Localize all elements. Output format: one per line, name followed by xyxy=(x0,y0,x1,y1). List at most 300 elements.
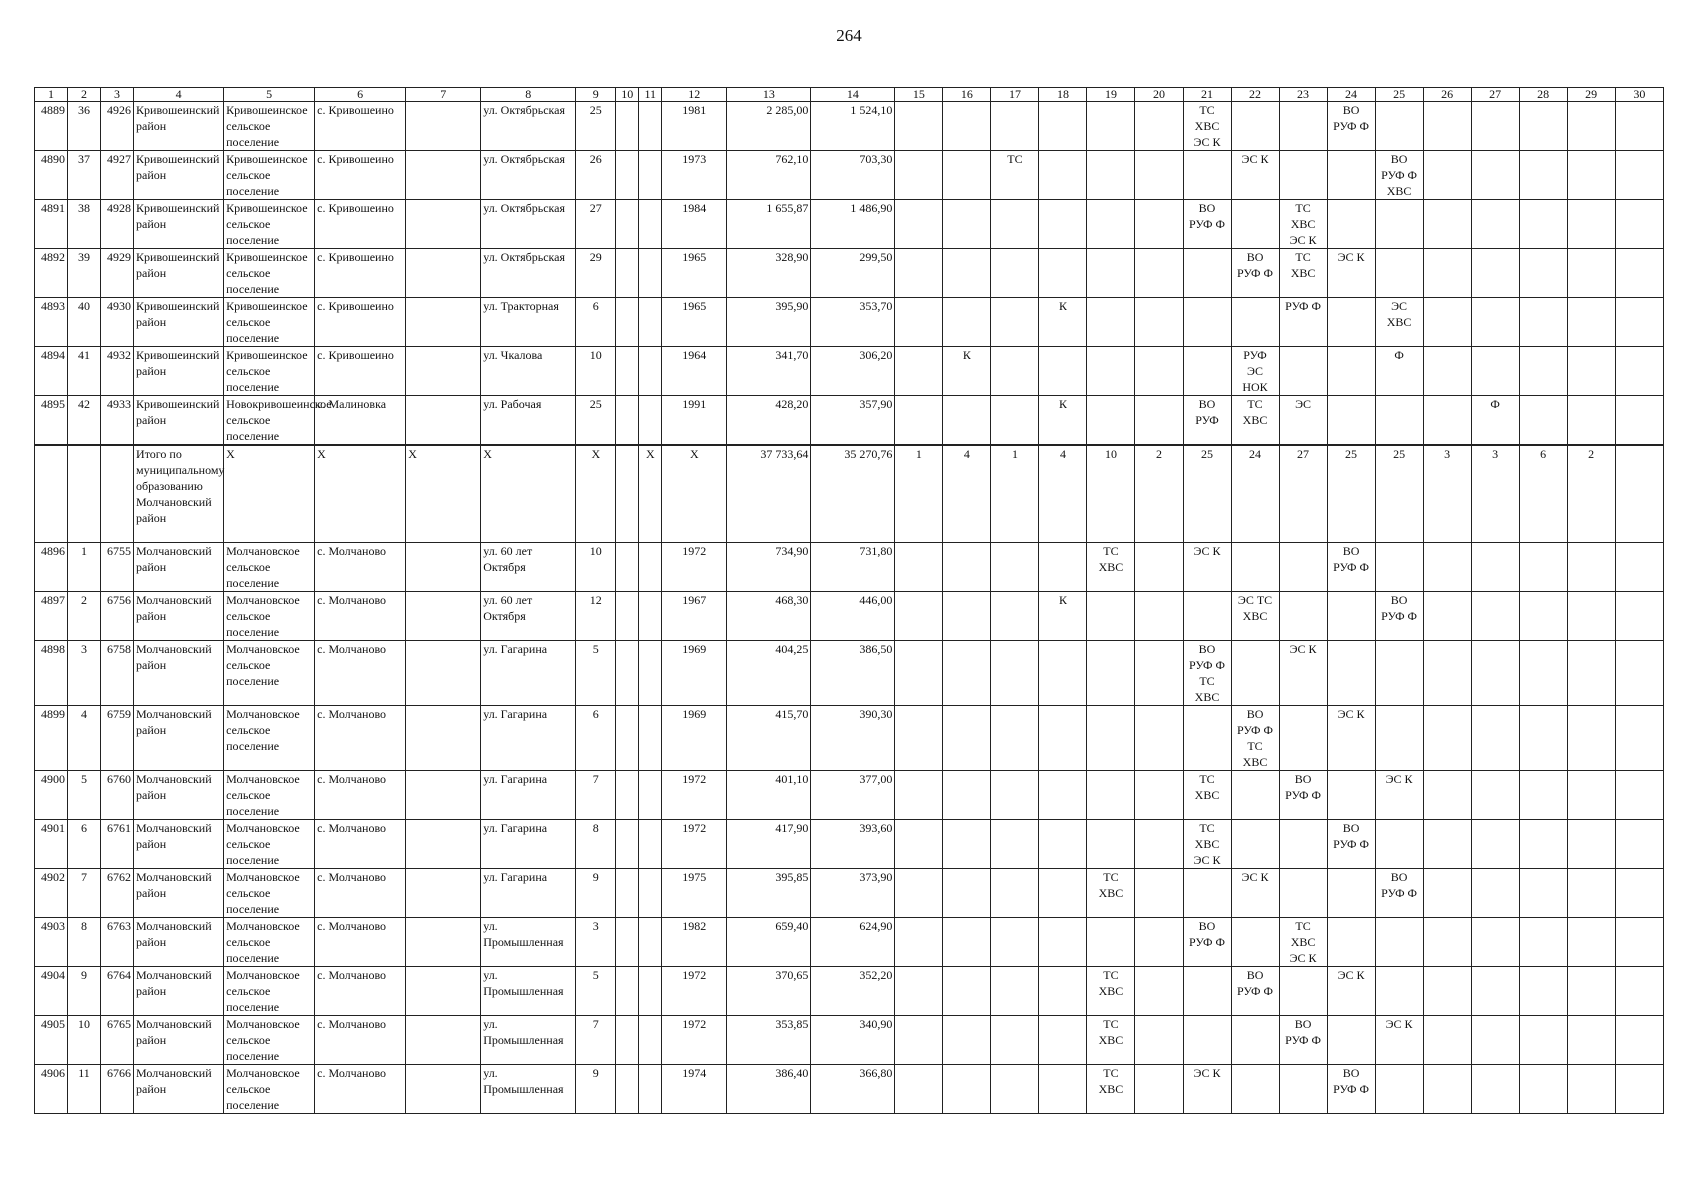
table-cell-col6: с. Молчаново xyxy=(315,543,406,592)
table-cell-col17 xyxy=(991,1065,1039,1114)
table-cell-col9: 12 xyxy=(576,592,616,641)
table-cell-col12: 1972 xyxy=(662,967,727,1016)
table-cell-col17 xyxy=(991,1016,1039,1065)
table-cell-col1: 4904 xyxy=(35,967,68,1016)
table-cell-col6: с. Молчаново xyxy=(315,918,406,967)
table-cell-col8: ул. 60 лет Октября xyxy=(481,592,576,641)
table-cell-col1: 4902 xyxy=(35,869,68,918)
table-cell-col27 xyxy=(1471,200,1519,249)
table-cell-col11 xyxy=(639,869,662,918)
table-cell-col11 xyxy=(639,347,662,396)
table-cell-col6: с. Кривошеино xyxy=(315,249,406,298)
table-cell-col18 xyxy=(1039,347,1087,396)
column-header-23: 23 xyxy=(1279,88,1327,102)
table-cell-col24 xyxy=(1327,151,1375,200)
table-cell-col27 xyxy=(1471,1065,1519,1114)
table-cell-col9: 8 xyxy=(576,820,616,869)
table-cell-col17 xyxy=(991,641,1039,706)
table-cell-col8: ул. Гагарина xyxy=(481,869,576,918)
table-cell-col11 xyxy=(639,918,662,967)
table-cell-col21: ВО РУФ Ф xyxy=(1183,918,1231,967)
table-cell-col22 xyxy=(1231,543,1279,592)
column-header-4: 4 xyxy=(134,88,224,102)
table-cell-col22: РУФ ЭС НОК xyxy=(1231,347,1279,396)
column-header-25: 25 xyxy=(1375,88,1423,102)
table-cell-col5: Новокривошеинское сельское поселение xyxy=(224,396,315,446)
table-cell-col4: Кривошеинский район xyxy=(134,249,224,298)
table-cell-col1 xyxy=(35,445,68,543)
table-cell-col7 xyxy=(406,641,481,706)
table-cell-col19: ТС ХВС xyxy=(1087,1016,1135,1065)
table-cell-col12: 1972 xyxy=(662,820,727,869)
table-cell-col22: ЭС К xyxy=(1231,869,1279,918)
table-cell-col24: ВО РУФ Ф xyxy=(1327,820,1375,869)
table-cell-col23 xyxy=(1279,151,1327,200)
table-cell-col30 xyxy=(1615,249,1663,298)
table-cell-col16 xyxy=(943,869,991,918)
table-cell-col25 xyxy=(1375,967,1423,1016)
table-cell-col17 xyxy=(991,918,1039,967)
table-cell-col24: ВО РУФ Ф xyxy=(1327,102,1375,151)
table-cell-col5: Молчановское сельское поселение xyxy=(224,820,315,869)
column-header-2: 2 xyxy=(68,88,101,102)
table-cell-col17 xyxy=(991,771,1039,820)
table-cell-col12: 1975 xyxy=(662,869,727,918)
table-cell-col18 xyxy=(1039,249,1087,298)
table-cell-col20 xyxy=(1135,200,1183,249)
table-cell-col25 xyxy=(1375,102,1423,151)
table-cell-col27 xyxy=(1471,967,1519,1016)
table-cell-col4: Кривошеинский район xyxy=(134,396,224,446)
column-header-22: 22 xyxy=(1231,88,1279,102)
table-cell-col6: с. Молчаново xyxy=(315,1065,406,1114)
table-cell-col17 xyxy=(991,298,1039,347)
table-cell-col9: 25 xyxy=(576,102,616,151)
table-cell-col16 xyxy=(943,298,991,347)
column-header-21: 21 xyxy=(1183,88,1231,102)
table-cell-col2: 2 xyxy=(68,592,101,641)
table-cell-col26 xyxy=(1423,706,1471,771)
table-cell-col2: 39 xyxy=(68,249,101,298)
table-cell-col22 xyxy=(1231,298,1279,347)
table-cell-col5: Кривошеинское сельское поселение xyxy=(224,249,315,298)
table-cell-col3: 4928 xyxy=(101,200,134,249)
table-cell-col24: ВО РУФ Ф xyxy=(1327,1065,1375,1114)
table-cell-col30 xyxy=(1615,967,1663,1016)
table-cell-col16 xyxy=(943,918,991,967)
table-cell-col18 xyxy=(1039,1065,1087,1114)
table-cell-col18 xyxy=(1039,543,1087,592)
table-cell-col26: 3 xyxy=(1423,445,1471,543)
table-cell-col21: ВО РУФ xyxy=(1183,396,1231,446)
table-cell-col10 xyxy=(616,641,639,706)
table-cell-col21 xyxy=(1183,249,1231,298)
table-cell-col30 xyxy=(1615,869,1663,918)
table-cell-col30 xyxy=(1615,771,1663,820)
table-cell-col28 xyxy=(1519,1016,1567,1065)
table-cell-col18: К xyxy=(1039,396,1087,446)
table-cell-col10 xyxy=(616,298,639,347)
table-cell-col21 xyxy=(1183,706,1231,771)
column-header-30: 30 xyxy=(1615,88,1663,102)
table-cell-col26 xyxy=(1423,200,1471,249)
table-cell-col20 xyxy=(1135,641,1183,706)
table-cell-col22 xyxy=(1231,820,1279,869)
table-cell-col19 xyxy=(1087,347,1135,396)
table-cell-col10 xyxy=(616,1065,639,1114)
table-cell-col13: 341,70 xyxy=(727,347,811,396)
table-cell-col10 xyxy=(616,445,639,543)
table-cell-col7 xyxy=(406,592,481,641)
table-cell-col9: 5 xyxy=(576,641,616,706)
table-cell-col12: 1991 xyxy=(662,396,727,446)
table-cell-col8: ул. Гагарина xyxy=(481,771,576,820)
table-cell-col27 xyxy=(1471,869,1519,918)
table-cell-col20 xyxy=(1135,396,1183,446)
table-cell-col25 xyxy=(1375,641,1423,706)
table-cell-col17: 1 xyxy=(991,445,1039,543)
table-cell-col14: 373,90 xyxy=(811,869,895,918)
table-cell-col20 xyxy=(1135,151,1183,200)
table-cell-col16 xyxy=(943,396,991,446)
table-cell-col8: ул. Рабочая xyxy=(481,396,576,446)
table-cell-col16 xyxy=(943,151,991,200)
table-cell-col26 xyxy=(1423,543,1471,592)
table-row xyxy=(35,396,1664,446)
table-row xyxy=(35,249,1664,298)
table-cell-col27 xyxy=(1471,918,1519,967)
table-cell-col23 xyxy=(1279,869,1327,918)
table-cell-col7 xyxy=(406,200,481,249)
table-cell-col29 xyxy=(1567,543,1615,592)
table-cell-col27 xyxy=(1471,151,1519,200)
table-cell-col19 xyxy=(1087,706,1135,771)
table-cell-col16 xyxy=(943,967,991,1016)
table-cell-col4: Кривошеинский район xyxy=(134,102,224,151)
table-cell-col18: 4 xyxy=(1039,445,1087,543)
table-cell-col4: Кривошеинский район xyxy=(134,298,224,347)
table-cell-col28 xyxy=(1519,347,1567,396)
table-cell-col1: 4903 xyxy=(35,918,68,967)
table-cell-col3: 6759 xyxy=(101,706,134,771)
table-cell-col2: 3 xyxy=(68,641,101,706)
table-cell-col10 xyxy=(616,151,639,200)
table-cell-col8: ул. Гагарина xyxy=(481,641,576,706)
table-cell-col8: ул. Октябрьская xyxy=(481,102,576,151)
table-cell-col4: Молчановский район xyxy=(134,967,224,1016)
table-cell-col8: ул. 60 лет Октября xyxy=(481,543,576,592)
table-cell-col14: 306,20 xyxy=(811,347,895,396)
table-row xyxy=(35,918,1664,967)
table-cell-col10 xyxy=(616,706,639,771)
table-cell-col25 xyxy=(1375,706,1423,771)
column-header-1: 1 xyxy=(35,88,68,102)
table-cell-col3: 6762 xyxy=(101,869,134,918)
table-cell-col13: 417,90 xyxy=(727,820,811,869)
table-cell-col11 xyxy=(639,396,662,446)
housing-register-table xyxy=(34,87,1664,1114)
table-cell-col19 xyxy=(1087,249,1135,298)
table-cell-col15 xyxy=(895,396,943,446)
table-cell-col1: 4900 xyxy=(35,771,68,820)
table-cell-col19 xyxy=(1087,918,1135,967)
table-cell-col17 xyxy=(991,706,1039,771)
table-cell-col21: ВО РУФ Ф xyxy=(1183,200,1231,249)
table-cell-col7 xyxy=(406,249,481,298)
table-cell-col21: ВО РУФ Ф ТС ХВС xyxy=(1183,641,1231,706)
table-cell-col25: ЭС К xyxy=(1375,1016,1423,1065)
table-cell-col22: 24 xyxy=(1231,445,1279,543)
table-row xyxy=(35,967,1664,1016)
column-header-15: 15 xyxy=(895,88,943,102)
table-cell-col2: 42 xyxy=(68,396,101,446)
table-cell-col8: ул. Октябрьская xyxy=(481,200,576,249)
table-cell-col28 xyxy=(1519,396,1567,446)
table-cell-col7 xyxy=(406,1065,481,1114)
table-cell-col27 xyxy=(1471,820,1519,869)
table-cell-col12: 1972 xyxy=(662,1016,727,1065)
table-cell-col18 xyxy=(1039,102,1087,151)
table-cell-col3: 6756 xyxy=(101,592,134,641)
table-cell-col5: Кривошеинское сельское поселение xyxy=(224,151,315,200)
table-cell-col21: 25 xyxy=(1183,445,1231,543)
table-cell-col21: ТС ХВС ЭС К xyxy=(1183,102,1231,151)
table-cell-col1: 4897 xyxy=(35,592,68,641)
table-cell-col9: 5 xyxy=(576,967,616,1016)
table-cell-col30 xyxy=(1615,347,1663,396)
table-cell-col1: 4898 xyxy=(35,641,68,706)
table-cell-col29 xyxy=(1567,200,1615,249)
table-cell-col13: 415,70 xyxy=(727,706,811,771)
table-cell-col20 xyxy=(1135,298,1183,347)
table-cell-col23: ТС ХВС xyxy=(1279,249,1327,298)
table-cell-col30 xyxy=(1615,102,1663,151)
table-cell-col1: 4892 xyxy=(35,249,68,298)
column-header-17: 17 xyxy=(991,88,1039,102)
table-cell-col22 xyxy=(1231,1065,1279,1114)
table-cell-col3: 4933 xyxy=(101,396,134,446)
table-cell-col3: 6758 xyxy=(101,641,134,706)
table-cell-col23 xyxy=(1279,820,1327,869)
table-cell-col29 xyxy=(1567,706,1615,771)
column-header-24: 24 xyxy=(1327,88,1375,102)
table-cell-col30 xyxy=(1615,592,1663,641)
table-cell-col25 xyxy=(1375,820,1423,869)
table-cell-col24 xyxy=(1327,771,1375,820)
table-cell-col8: ул. Октябрьская xyxy=(481,151,576,200)
table-cell-col5: Кривошеинское сельское поселение xyxy=(224,102,315,151)
column-header-8: 8 xyxy=(481,88,576,102)
table-cell-col9: 7 xyxy=(576,771,616,820)
table-cell-col10 xyxy=(616,918,639,967)
table-row xyxy=(35,641,1664,706)
table-cell-col15 xyxy=(895,918,943,967)
table-cell-col30 xyxy=(1615,641,1663,706)
table-cell-col20 xyxy=(1135,869,1183,918)
table-cell-col27 xyxy=(1471,347,1519,396)
table-cell-col14: 357,90 xyxy=(811,396,895,446)
table-row xyxy=(35,592,1664,641)
table-cell-col9: 10 xyxy=(576,543,616,592)
table-cell-col24 xyxy=(1327,396,1375,446)
table-cell-col5: Молчановское сельское поселение xyxy=(224,869,315,918)
table-cell-col29: 2 xyxy=(1567,445,1615,543)
table-cell-col24 xyxy=(1327,1016,1375,1065)
table-cell-col21 xyxy=(1183,592,1231,641)
table-row xyxy=(35,200,1664,249)
table-cell-col23: ТС ХВС ЭС К xyxy=(1279,200,1327,249)
table-cell-col23: ЭС xyxy=(1279,396,1327,446)
table-cell-col29 xyxy=(1567,151,1615,200)
table-row xyxy=(35,543,1664,592)
table-cell-col24 xyxy=(1327,200,1375,249)
table-cell-col18: К xyxy=(1039,298,1087,347)
table-cell-col16: К xyxy=(943,347,991,396)
table-cell-col29 xyxy=(1567,347,1615,396)
table-cell-col22 xyxy=(1231,771,1279,820)
column-header-16: 16 xyxy=(943,88,991,102)
table-row xyxy=(35,771,1664,820)
table-cell-col18 xyxy=(1039,869,1087,918)
table-cell-col29 xyxy=(1567,592,1615,641)
table-cell-col7 xyxy=(406,771,481,820)
table-cell-col13: 734,90 xyxy=(727,543,811,592)
table-cell-col16 xyxy=(943,641,991,706)
table-cell-col17 xyxy=(991,967,1039,1016)
table-cell-col24 xyxy=(1327,347,1375,396)
table-cell-col25 xyxy=(1375,396,1423,446)
table-cell-col2: 6 xyxy=(68,820,101,869)
table-cell-col12: 1982 xyxy=(662,918,727,967)
table-cell-col2 xyxy=(68,445,101,543)
table-cell-col25 xyxy=(1375,543,1423,592)
table-cell-col9: 6 xyxy=(576,298,616,347)
table-cell-col28 xyxy=(1519,543,1567,592)
table-cell-col27 xyxy=(1471,706,1519,771)
table-cell-col22 xyxy=(1231,102,1279,151)
table-cell-col11 xyxy=(639,200,662,249)
table-cell-col28 xyxy=(1519,151,1567,200)
table-cell-col22 xyxy=(1231,1016,1279,1065)
table-cell-col13: 762,10 xyxy=(727,151,811,200)
table-row xyxy=(35,347,1664,396)
table-cell-col10 xyxy=(616,869,639,918)
table-cell-col24: ЭС К xyxy=(1327,706,1375,771)
table-cell-col9: 7 xyxy=(576,1016,616,1065)
table-cell-col27 xyxy=(1471,1016,1519,1065)
table-cell-col18 xyxy=(1039,967,1087,1016)
table-cell-col12: 1972 xyxy=(662,771,727,820)
table-cell-col28 xyxy=(1519,771,1567,820)
table-cell-col15 xyxy=(895,967,943,1016)
table-cell-col5: Молчановское сельское поселение xyxy=(224,967,315,1016)
table-cell-col7 xyxy=(406,543,481,592)
table-cell-col14: 377,00 xyxy=(811,771,895,820)
table-cell-col1: 4899 xyxy=(35,706,68,771)
table-cell-col20 xyxy=(1135,706,1183,771)
table-cell-col8: ул. Тракторная xyxy=(481,298,576,347)
table-cell-col10 xyxy=(616,820,639,869)
table-cell-col4: Кривошеинский район xyxy=(134,151,224,200)
table-cell-col29 xyxy=(1567,869,1615,918)
table-cell-col23 xyxy=(1279,967,1327,1016)
table-cell-col6: с. Молчаново xyxy=(315,967,406,1016)
table-cell-col11 xyxy=(639,543,662,592)
table-cell-col4: Молчановский район xyxy=(134,918,224,967)
table-cell-col27 xyxy=(1471,102,1519,151)
table-cell-col16 xyxy=(943,249,991,298)
table-cell-col17 xyxy=(991,543,1039,592)
table-cell-col7 xyxy=(406,347,481,396)
table-cell-col19 xyxy=(1087,151,1135,200)
table-cell-col26 xyxy=(1423,641,1471,706)
table-cell-col28 xyxy=(1519,592,1567,641)
table-cell-col4: Молчановский район xyxy=(134,771,224,820)
table-cell-col5: Молчановское сельское поселение xyxy=(224,706,315,771)
table-cell-col5: Молчановское сельское поселение xyxy=(224,1016,315,1065)
table-cell-col1: 4901 xyxy=(35,820,68,869)
table-row xyxy=(35,869,1664,918)
table-cell-col2: 37 xyxy=(68,151,101,200)
table-cell-col6: с. Кривошеино xyxy=(315,200,406,249)
table-cell-col17 xyxy=(991,396,1039,446)
table-cell-col10 xyxy=(616,543,639,592)
table-cell-col2: 40 xyxy=(68,298,101,347)
table-cell-col16: 4 xyxy=(943,445,991,543)
table-cell-col4: Молчановский район xyxy=(134,706,224,771)
table-cell-col4: Молчановский район xyxy=(134,1065,224,1114)
table-cell-col14: 393,60 xyxy=(811,820,895,869)
table-cell-col6: с. Кривошеино xyxy=(315,298,406,347)
table-cell-col18: К xyxy=(1039,592,1087,641)
table-cell-col12: 1969 xyxy=(662,706,727,771)
table-cell-col3: 6763 xyxy=(101,918,134,967)
table-cell-col27 xyxy=(1471,298,1519,347)
table-cell-col23: ЭС К xyxy=(1279,641,1327,706)
table-cell-col7 xyxy=(406,102,481,151)
table-cell-col9: 3 xyxy=(576,918,616,967)
table-cell-col2: 11 xyxy=(68,1065,101,1114)
table-cell-col25: 25 xyxy=(1375,445,1423,543)
table-row xyxy=(35,298,1664,347)
table-cell-col1: 4895 xyxy=(35,396,68,446)
table-cell-col15: 1 xyxy=(895,445,943,543)
table-cell-col26 xyxy=(1423,298,1471,347)
table-cell-col15 xyxy=(895,869,943,918)
table-cell-col9: 27 xyxy=(576,200,616,249)
table-cell-col30 xyxy=(1615,543,1663,592)
table-cell-col1: 4890 xyxy=(35,151,68,200)
table-cell-col6: с. Молчаново xyxy=(315,771,406,820)
table-cell-col11 xyxy=(639,1065,662,1114)
table-cell-col28 xyxy=(1519,706,1567,771)
table-cell-col24: ЭС К xyxy=(1327,249,1375,298)
table-cell-col22: ТС ХВС xyxy=(1231,396,1279,446)
table-cell-col8: ул. Чкалова xyxy=(481,347,576,396)
table-cell-col8: ул. Гагарина xyxy=(481,706,576,771)
table-cell-col15 xyxy=(895,1016,943,1065)
column-number-header xyxy=(35,88,1664,102)
table-cell-col22 xyxy=(1231,918,1279,967)
table-cell-col25 xyxy=(1375,249,1423,298)
table-cell-col20 xyxy=(1135,771,1183,820)
table-cell-col15 xyxy=(895,200,943,249)
table-cell-col7 xyxy=(406,151,481,200)
table-cell-col10 xyxy=(616,771,639,820)
table-cell-col7 xyxy=(406,967,481,1016)
table-cell-col25: Ф xyxy=(1375,347,1423,396)
table-cell-col4: Молчановский район xyxy=(134,641,224,706)
